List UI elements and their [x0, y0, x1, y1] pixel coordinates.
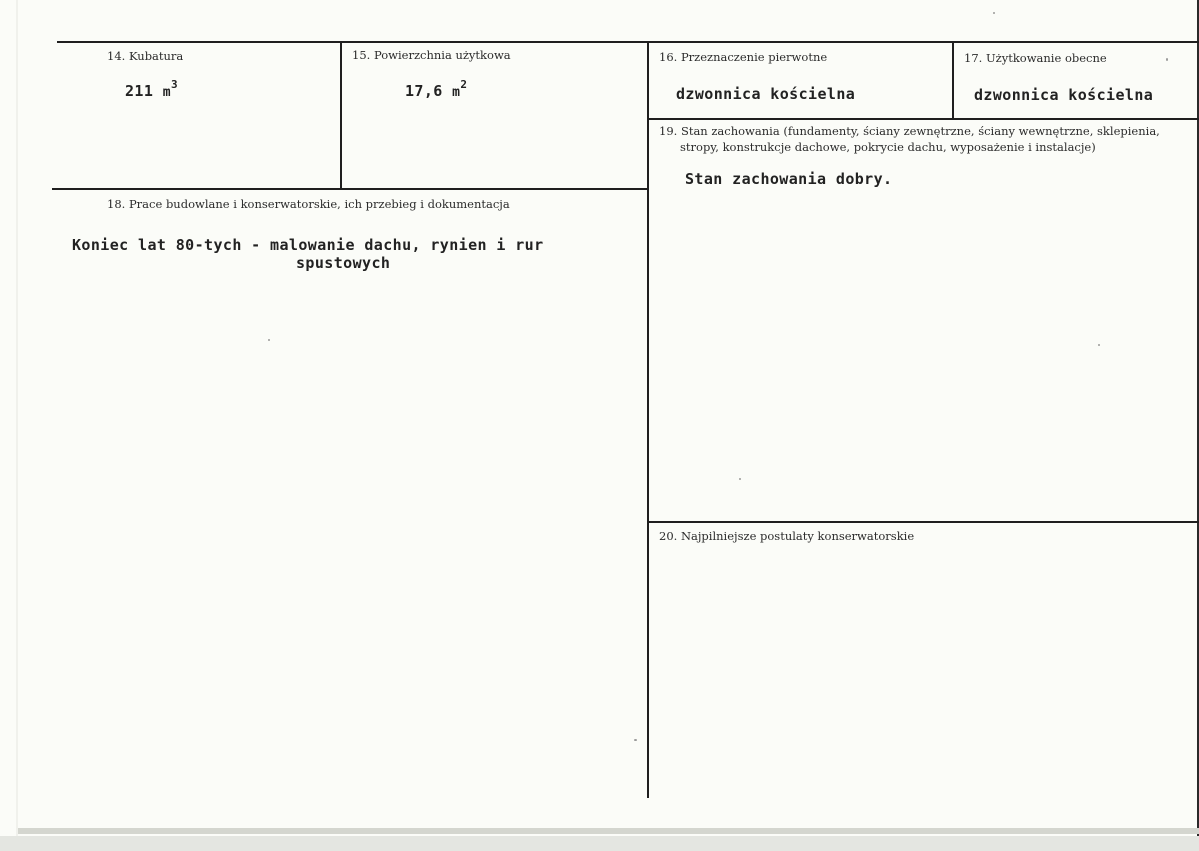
powierzchnia-unit: m — [452, 85, 461, 100]
rule-under-14-15 — [52, 188, 648, 190]
powierzchnia-label: 15. Powierzchnia użytkowa — [352, 48, 511, 62]
kubatura-value — [125, 78, 178, 102]
divider-14-15 — [340, 42, 342, 188]
uzytkowanie-value: dzwonnica kościelna — [974, 86, 1154, 104]
sheet-edge — [16, 0, 18, 836]
przeznaczenie-label: 16. Przeznaczenie pierwotne — [659, 50, 828, 64]
kubatura-number: 211 — [125, 82, 154, 100]
prace-budowlane-label: 18. Prace budowlane i konserwatorskie, ich przebieg i dokumentacja — [107, 197, 510, 211]
powierzchnia-unit-exponent: 2 — [460, 78, 468, 91]
scan-speck — [1098, 344, 1100, 346]
postulaty-label: 20. Najpilniejsze postulaty konserwatorskie — [659, 529, 915, 543]
kubatura-unit-exponent: 3 — [170, 78, 178, 91]
scan-speck — [634, 739, 637, 741]
stan-zachowania-label-line2: stropy, konstrukcje dachowe, pokrycie dachu, wyposażenie i instalacje) — [680, 140, 1096, 154]
stan-zachowania-label-line1: 19. Stan zachowania (fundamenty, ściany zewnętrzne, ściany wewnętrzne, sklepienia, — [659, 124, 1160, 138]
top-rule — [57, 41, 1199, 43]
rule-under-16-17 — [648, 118, 1199, 120]
kubatura-unit: m — [162, 85, 171, 100]
divider-16-17 — [952, 42, 954, 118]
powierzchnia-number: 17,6 — [405, 82, 443, 100]
prace-budowlane-value-line1: Koniec lat 80-tych - malowanie dachu, rynien i rur — [72, 236, 544, 254]
scan-speck — [268, 339, 270, 341]
powierzchnia-value — [405, 78, 468, 102]
scan-speck — [739, 478, 741, 480]
sheet-shadow — [18, 828, 1199, 834]
uzytkowanie-label: 17. Użytkowanie obecne — [964, 51, 1107, 65]
scan-speck — [993, 12, 995, 14]
stan-zachowania-value: Stan zachowania dobry. — [685, 170, 893, 188]
scan-speck — [1166, 58, 1168, 61]
przeznaczenie-value: dzwonnica kościelna — [676, 85, 856, 103]
rule-above-20 — [648, 521, 1199, 523]
prace-budowlane-value-line2: spustowych — [296, 254, 391, 272]
kubatura-label: 14. Kubatura — [107, 49, 184, 63]
divider-left-right — [647, 42, 649, 798]
